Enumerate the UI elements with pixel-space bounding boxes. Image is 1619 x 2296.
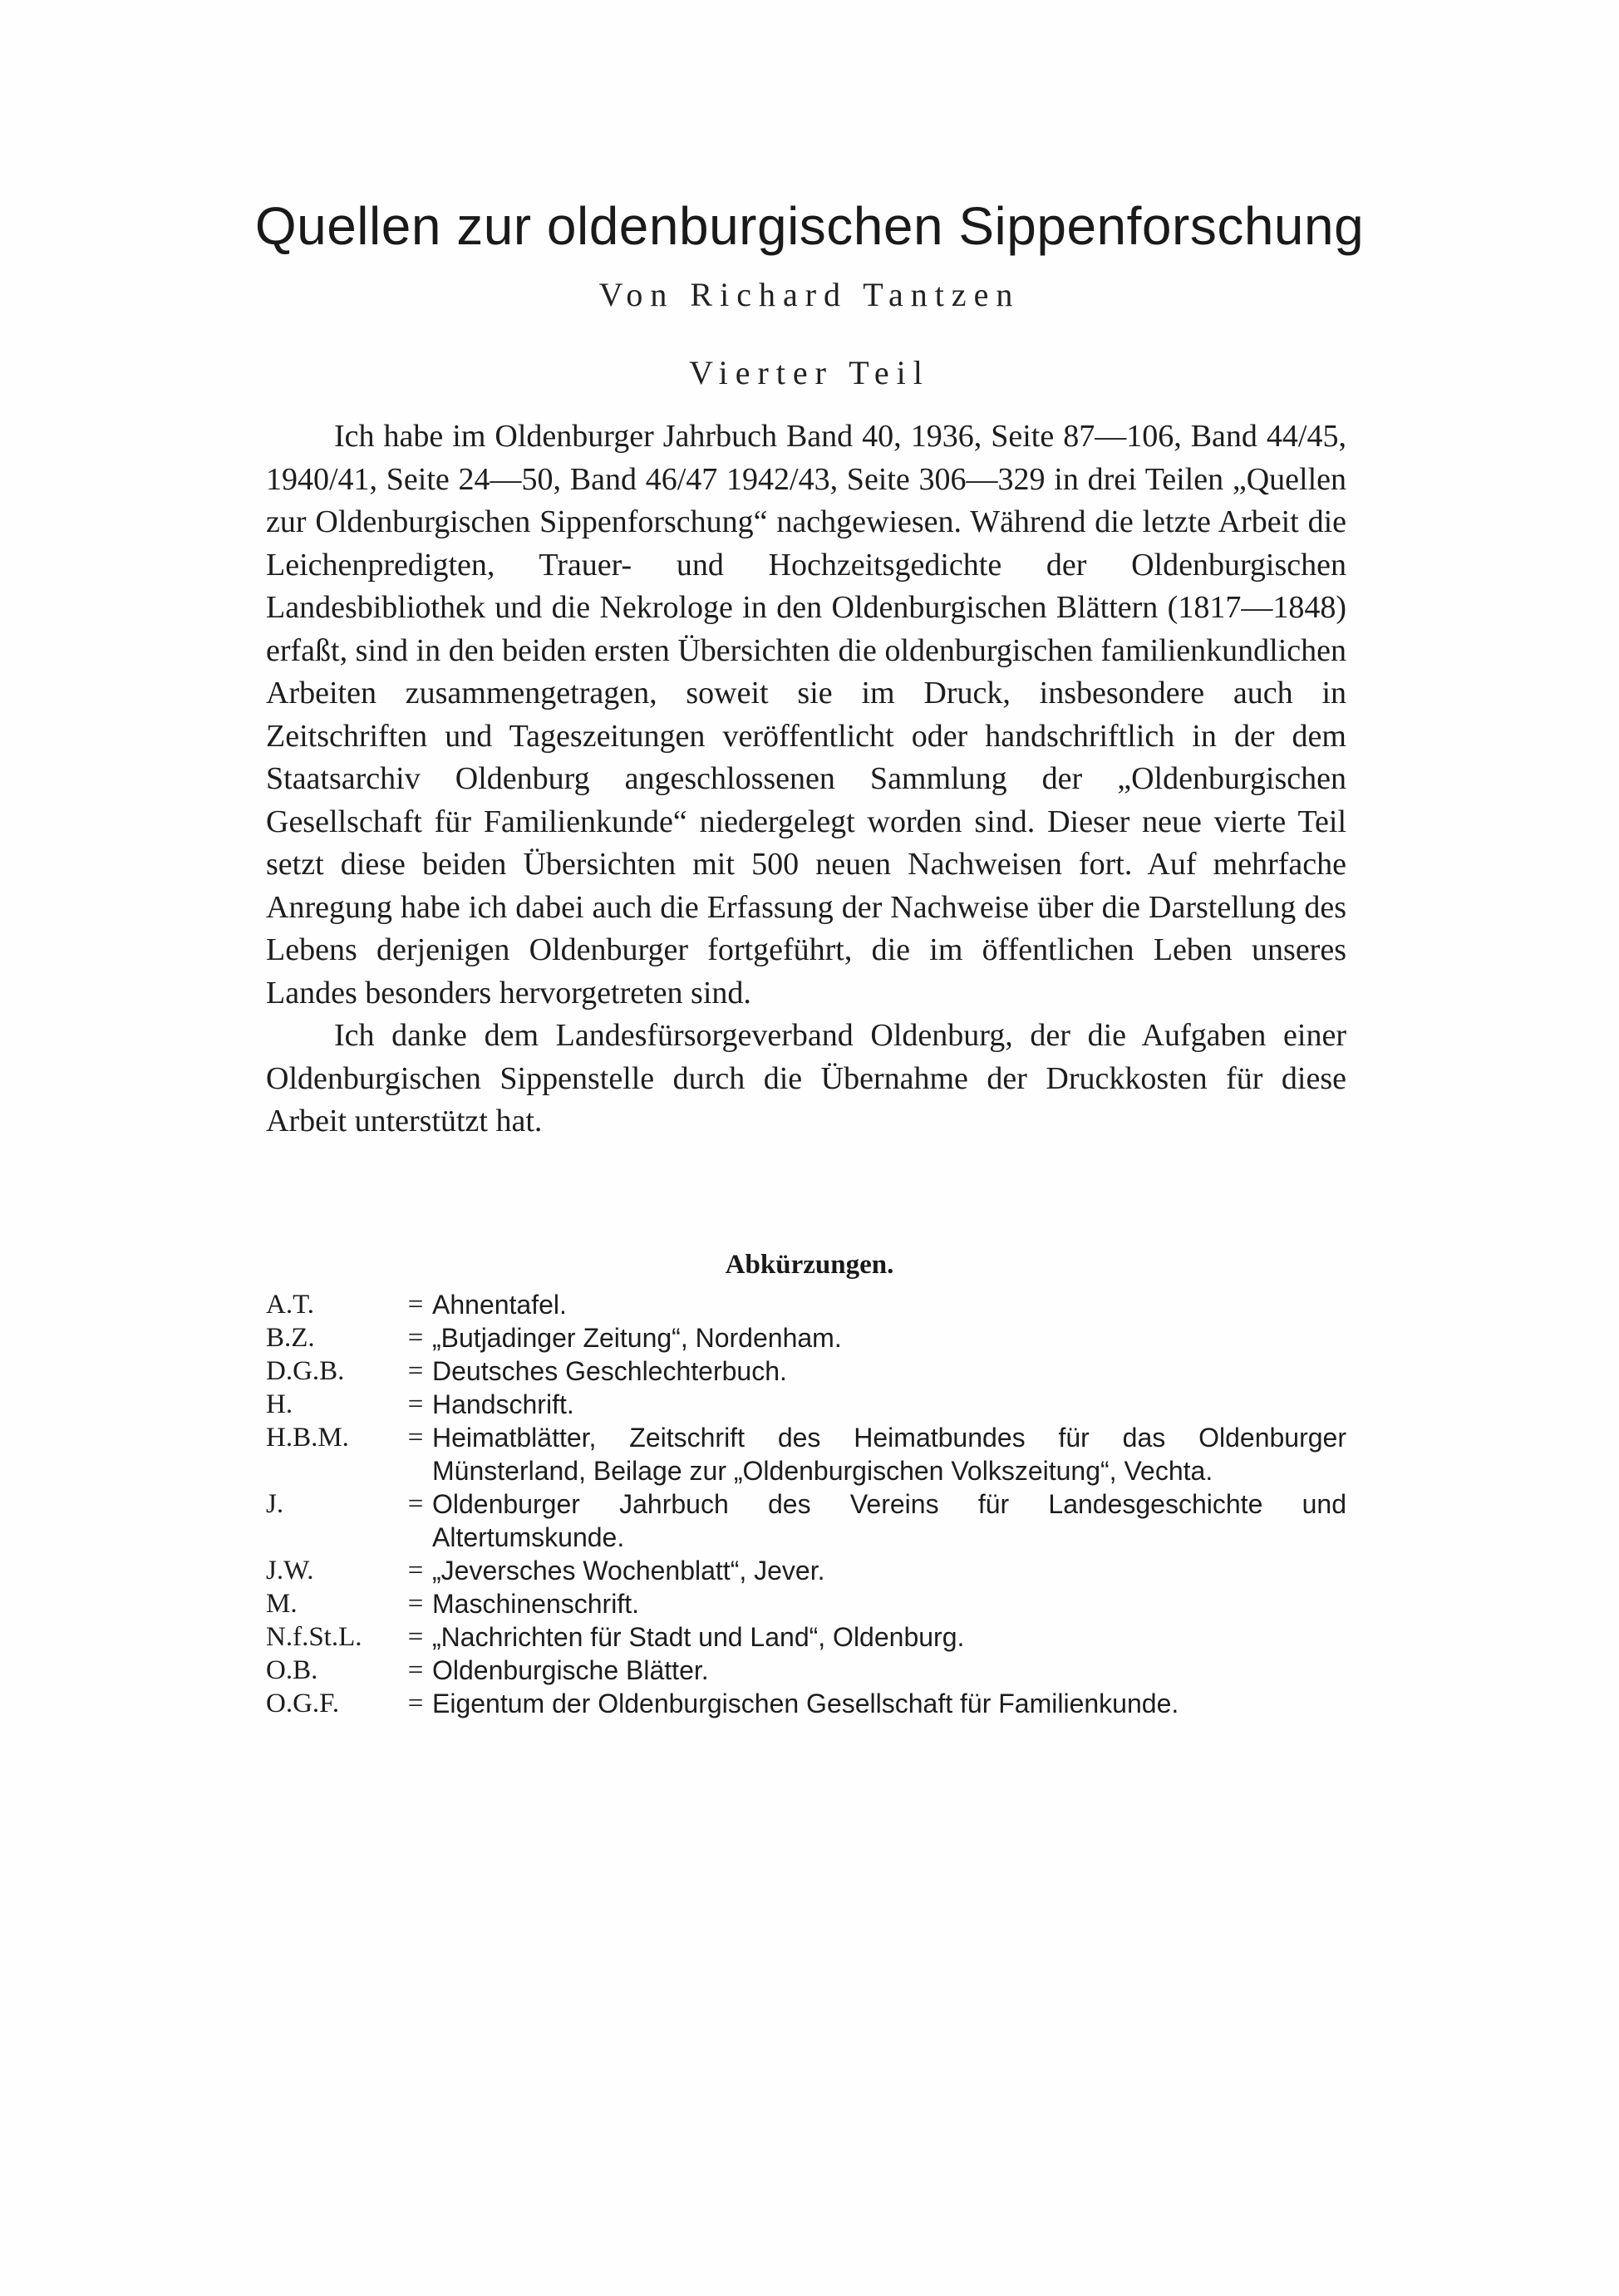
- paragraph: Ich danke dem Landesfürsorgeverband Oldenburg, der die Aufgaben einer Oldenburgischen Sippenstelle durch die Übernahme der Druckkosten für diese Arbeit unterstützt hat.: [266, 1018, 1346, 1138]
- abbreviation-key: J.: [266, 1489, 284, 1519]
- abbreviation-meaning: Deutsches Geschlechterbuch.: [432, 1356, 787, 1386]
- abbreviation-row: [266, 1288, 1346, 1321]
- author-line: Von Richard Tantzen: [598, 276, 1021, 313]
- equals-sign: =: [407, 1489, 424, 1519]
- equals-sign: =: [407, 1389, 424, 1419]
- abbreviation-key: D.G.B.: [266, 1356, 345, 1386]
- part-heading: Vierter Teil: [689, 354, 930, 391]
- abbreviation-meaning: „Nachrichten für Stadt und Land“, Oldenburg.: [432, 1622, 965, 1652]
- abbreviation-key: M.: [266, 1589, 298, 1619]
- body-text: [266, 415, 1346, 1143]
- abbreviation-row: [266, 1587, 1346, 1620]
- abbreviation-key: N.f.St.L.: [266, 1622, 362, 1652]
- abbreviation-key: O.B.: [266, 1655, 318, 1685]
- abbreviation-meaning: Oldenburger Jahrbuch des Vereins für Landesgeschichte und Altertumskunde.: [432, 1489, 1346, 1552]
- equals-sign: =: [407, 1290, 424, 1320]
- equals-sign: =: [407, 1655, 424, 1685]
- document-title: Quellen zur oldenburgischen Sippenforschung: [254, 196, 1365, 256]
- abbreviation-row: [266, 1354, 1346, 1388]
- abbreviation-key: H.: [266, 1389, 293, 1419]
- abbreviation-meaning: „Butjadinger Zeitung“, Nordenham.: [432, 1323, 842, 1353]
- abbreviation-meaning: Eigentum der Oldenburgischen Gesellschaft für Familienkunde.: [432, 1689, 1179, 1718]
- abbreviation-row: [266, 1388, 1346, 1421]
- equals-sign: =: [407, 1589, 424, 1619]
- abbreviation-key: A.T.: [266, 1290, 315, 1320]
- abbreviation-row: [266, 1554, 1346, 1587]
- paragraph: Ich habe im Oldenburger Jahrbuch Band 40, 1936, Seite 87—106, Band 44/45, 1940/41, Seite 24—50, Band 46/47 1942/43, Seite 306—329 in drei Teilen „Quellen zur Oldenburgischen Sippenforschung“ nachgewiesen. Während die letzte Arbeit die Leichenpredigten, Trauer- und Hochzeitsgedichte der Oldenburgischen Landesbibliothek und die Nekrologe in den Oldenburgischen Blättern (1817—1848) erfaßt, sind in den beiden ersten Übersichten die oldenburgischen familienkundlichen Arbeiten zusammengetragen, soweit sie im Druck, insbesondere auch in Zeitschriften und Tageszeitungen veröffentlicht oder handschriftlich in der dem Staatsarchiv Oldenburg angeschlossenen Sammlung der „Oldenburgischen Gesellschaft für Familienkunde“ niedergelegt worden sind. Dieser neue vierte Teil setzt diese beiden Übersichten mit 500 neuen Nachweisen fort. Auf mehrfache Anregung habe ich dabei auch die Erfassung der Nachweise über die Darstellung des Lebens derjenigen Oldenburger fortgeführt, die im öffentlichen Leben unseres Landes besonders hervorgetreten sind.: [266, 419, 1346, 1010]
- abbreviation-meaning: Ahnentafel.: [432, 1290, 567, 1320]
- abbreviation-meaning: Maschinenschrift.: [432, 1589, 639, 1619]
- abbreviation-row: [266, 1321, 1346, 1354]
- equals-sign: =: [407, 1423, 424, 1453]
- abbreviation-row: [266, 1421, 1346, 1487]
- abbreviations-heading: Abkürzungen.: [725, 1250, 894, 1280]
- abbreviation-row: [266, 1654, 1346, 1687]
- equals-sign: =: [407, 1622, 424, 1652]
- abbreviation-row: [266, 1620, 1346, 1654]
- equals-sign: =: [407, 1356, 424, 1386]
- abbreviation-meaning: Heimatblätter, Zeitschrift des Heimatbundes für das Oldenburger Münsterland, Beilage zur „Oldenburgischen Volkszeitung“, Vechta.: [432, 1423, 1346, 1486]
- abbreviation-row: [266, 1487, 1346, 1554]
- abbreviation-key: J.W.: [266, 1556, 314, 1586]
- abbreviation-meaning: „Jeversches Wochenblatt“, Jever.: [432, 1556, 825, 1586]
- abbreviations-list: [266, 1288, 1346, 1720]
- equals-sign: =: [407, 1556, 424, 1586]
- abbreviation-row: [266, 1687, 1346, 1720]
- abbreviation-key: O.G.F.: [266, 1689, 340, 1718]
- abbreviation-meaning: Oldenburgische Blätter.: [432, 1655, 709, 1685]
- abbreviation-key: H.B.M.: [266, 1423, 349, 1453]
- equals-sign: =: [407, 1323, 424, 1353]
- abbreviation-key: B.Z.: [266, 1323, 315, 1353]
- abbreviation-meaning: Handschrift.: [432, 1389, 574, 1419]
- equals-sign: =: [407, 1689, 424, 1718]
